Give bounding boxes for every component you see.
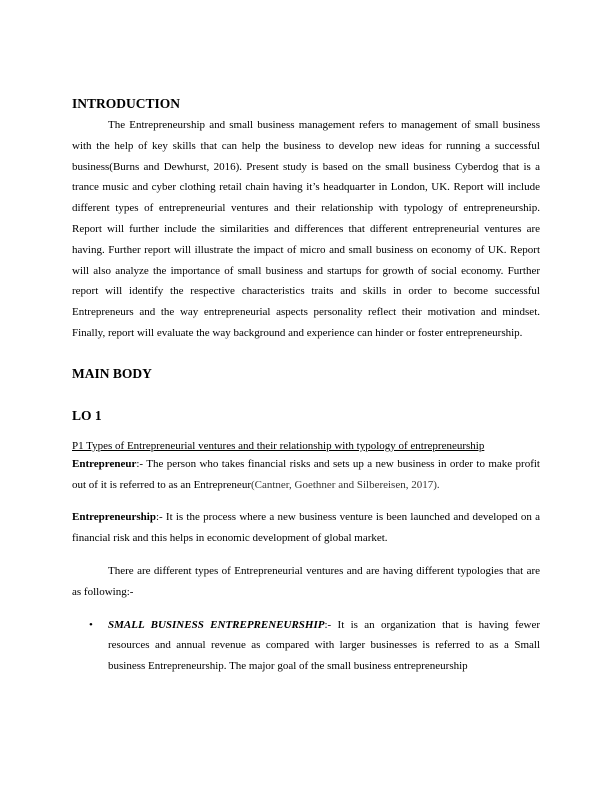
main-body-heading: MAIN BODY: [72, 365, 152, 381]
bullet-text: :- It is an organization that is having fewer resources and annual revenue as compared with larger businesses is referred to as a Small business Entrepreneurship. The major goal of the small business entrepreneurship: [108, 618, 540, 673]
entrepreneurship-definition-text: :- It is the process where a new business venture is been launched and developed on a financial risk and this helps in economic development of global market.: [72, 511, 540, 545]
entrepreneurship-definition: [72, 507, 540, 549]
entrepreneur-definition-text: :- The person who takes financial risks and sets up a new business in order to make profit out of it is referred to as an Entrepreneur: [72, 457, 540, 491]
entrepreneur-term: Entrepreneur: [72, 457, 137, 470]
lo1-heading: LO 1: [72, 407, 102, 423]
small-business-entrepreneurship-item: [108, 615, 540, 677]
introduction-heading: INTRODUCTION: [72, 96, 181, 111]
introduction-paragraph: The Entrepreneurship and small business management refers to management of small business with the help of key skills that can help the business to develop new ideas for running a successful business(Burns and Dewhurst, 2016). Present study is based on the small business Cyberdog that is a trance music and cyber clothing retail chain having it’s headquarter in London, UK. Report will include different types of entrepreneurial ventures and their relationship with typology of entrepreneurship. Report will further include the similarities and differences that different entrepreneurial ventures are having. Further report will illustrate the impact of micro and small business on economy of UK. Report will also analyze the importance of small business and startups for growth of social economy. Further report will identify the respective characteristics traits and skills in order to become successful Entrepreneurs and the way entrepreneurial aspects personality reflect their motivation and mindset. Finally, report will evaluate the way background and experience can hinder or foster entrepreneurship.: [72, 119, 540, 339]
entrepreneurship-term: Entrepreneurship: [72, 511, 156, 524]
bullet-title: SMALL BUSINESS ENTREPRENEURSHIP: [108, 618, 325, 631]
entrepreneur-citation: (Cantner, Goethner and Silbereisen, 2017).: [250, 478, 440, 491]
p1-subheading: P1 Types of Entrepreneurial ventures and their relationship with typology of entrepreneurship: [72, 439, 485, 452]
bullet-icon: •: [89, 618, 93, 631]
document-page: [72, 96, 540, 677]
entrepreneur-definition: [72, 454, 540, 496]
list-item: [72, 615, 540, 677]
types-intro-paragraph: There are different types of Entrepreneurial ventures and are having different typologies that are as following:-: [72, 564, 540, 598]
